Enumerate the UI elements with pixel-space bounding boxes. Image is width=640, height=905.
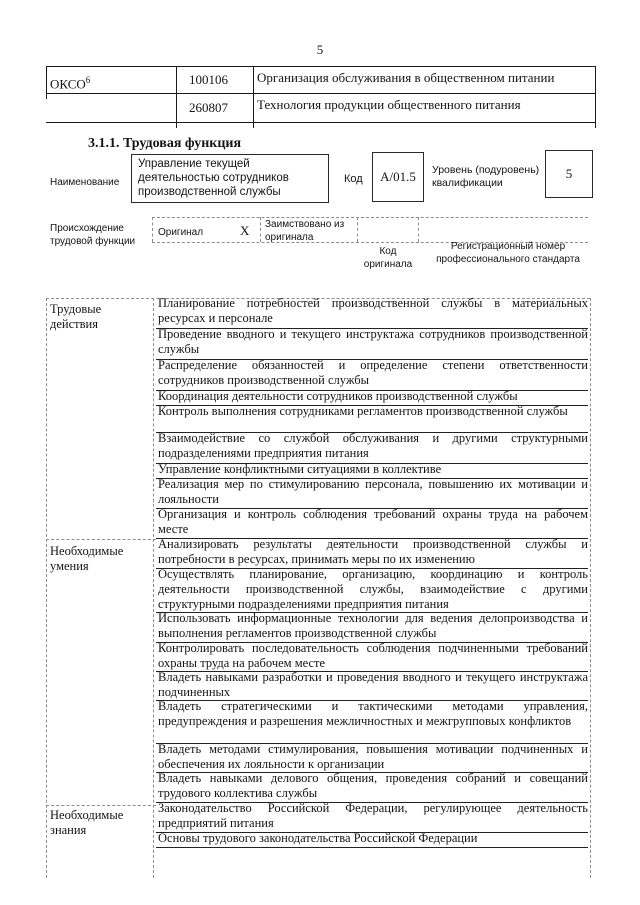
table-row: Распределение обязанностей и определение степени ответственности сотрудников производственной службы bbox=[158, 358, 588, 387]
page-number: 5 bbox=[316, 42, 324, 57]
table-row: Владеть методами стимулирования, повышения мотивации подчиненных и обеспечения их лояльности к организации bbox=[158, 742, 588, 771]
okso-code: 260807 bbox=[189, 100, 228, 115]
original-mark: X bbox=[240, 223, 250, 238]
table-row: Владеть стратегическими и тактическими методами управления, предупреждения и разрешения межличностных и межгрупповых конфликтов bbox=[158, 699, 588, 728]
origin-divider bbox=[357, 217, 358, 242]
table-row: Анализировать результаты деятельности производственной службы и потребности в ресурсах, принимать меры по их изменению bbox=[158, 537, 588, 566]
table-row: Реализация мер по стимулированию персонала, повышению их мотивации и лояльности bbox=[158, 477, 588, 506]
table-row: Законодательство Российской Федерации, регулирующее деятельность предприятий питания bbox=[158, 801, 588, 830]
okso-col-divider-2 bbox=[253, 66, 254, 128]
name-value-box bbox=[131, 154, 329, 203]
table-row: Контроль выполнения сотрудниками регламентов производственной службы bbox=[158, 404, 568, 418]
table-row: Координация деятельности сотрудников производственной службы bbox=[158, 389, 518, 403]
reg-number-caption: Регистрационный номер профессионального стандарта bbox=[436, 241, 580, 265]
section-divider bbox=[46, 539, 156, 540]
table-col-line bbox=[153, 298, 154, 878]
table-row: Контролировать последовательность соблюдения подчиненными требований охраны труда на рабочем месте bbox=[158, 641, 588, 670]
okso-table bbox=[46, 66, 596, 128]
section-title: 3.1.1. Трудовая функция bbox=[88, 136, 242, 151]
name-label: Наименование bbox=[50, 177, 120, 188]
origin-divider bbox=[418, 217, 419, 242]
table-right-line bbox=[590, 298, 591, 878]
table-row: Планирование потребностей производственной службы в материальных ресурсах и персонале bbox=[158, 296, 588, 325]
level-value: 5 bbox=[565, 166, 573, 181]
okso-mid-border bbox=[46, 93, 596, 94]
table-row: Проведение вводного и текущего инструктажа сотрудников производственной службы bbox=[158, 327, 588, 356]
level-label: Уровень (подуровень) квалификации bbox=[432, 164, 540, 189]
table-row: Осуществлять планирование, организацию, координацию и контроль деятельности производственной службы, взаимодействие с другими структурными подразделениями предприятия питания bbox=[158, 567, 588, 611]
table-row: Владеть навыками делового общения, проведения собраний и совещаний трудового коллектива службы bbox=[158, 771, 588, 800]
table-row: Управление конфликтными ситуациями в коллективе bbox=[158, 462, 442, 476]
table-row: Использовать информационные технологии для ведения делопроизводства и выполнения регламентов производственной службы bbox=[158, 611, 588, 640]
code-value: A/01.5 bbox=[380, 169, 416, 184]
table-row: Взаимодействие со службой обслуживания и другими структурными подразделениями предприятия питания bbox=[158, 431, 588, 460]
origin-divider bbox=[152, 217, 153, 242]
table-left-line bbox=[46, 298, 47, 878]
code-original-caption: Код оригинала bbox=[363, 246, 413, 270]
original-label: Оригинал bbox=[158, 227, 204, 238]
okso-left-border bbox=[46, 66, 47, 99]
okso-col-divider-1 bbox=[176, 66, 177, 128]
okso-top-border bbox=[46, 66, 596, 67]
table-row: Организация и контроль соблюдения требований охраны труда на рабочем месте bbox=[158, 507, 588, 536]
level-value-box bbox=[545, 150, 593, 198]
okso-name: Технология продукции общественного питания bbox=[257, 97, 521, 112]
okso-bottom-border bbox=[46, 122, 596, 123]
okso-name: Организация обслуживания в общественном питании bbox=[257, 70, 555, 85]
section-divider bbox=[46, 805, 156, 806]
table-row: Владеть навыками разработки и проведения вводного и текущего инструктажа подчиненных bbox=[158, 670, 588, 699]
section-label-actions: Трудовые действия bbox=[50, 302, 102, 331]
origin-label: Происхождение трудовой функции bbox=[50, 223, 136, 247]
code-label: Код bbox=[344, 173, 363, 185]
borrowed-label: Заимствовано из оригинала bbox=[265, 219, 345, 243]
section-label-skills: Необходимые умения bbox=[50, 544, 124, 573]
code-value-box bbox=[372, 152, 424, 202]
section-label-knowledge: Необходимые знания bbox=[50, 808, 124, 837]
okso-label: ОКСО$^6$ bbox=[50, 75, 91, 92]
function-name: Управление текущей деятельностью сотрудников производственной службы bbox=[138, 158, 289, 198]
origin-top-line bbox=[152, 217, 588, 218]
origin-divider bbox=[260, 217, 261, 242]
okso-right-border bbox=[595, 66, 596, 128]
table-row: Основы трудового законодательства Российской Федерации bbox=[158, 831, 478, 845]
okso-code: 100106 bbox=[189, 72, 228, 87]
